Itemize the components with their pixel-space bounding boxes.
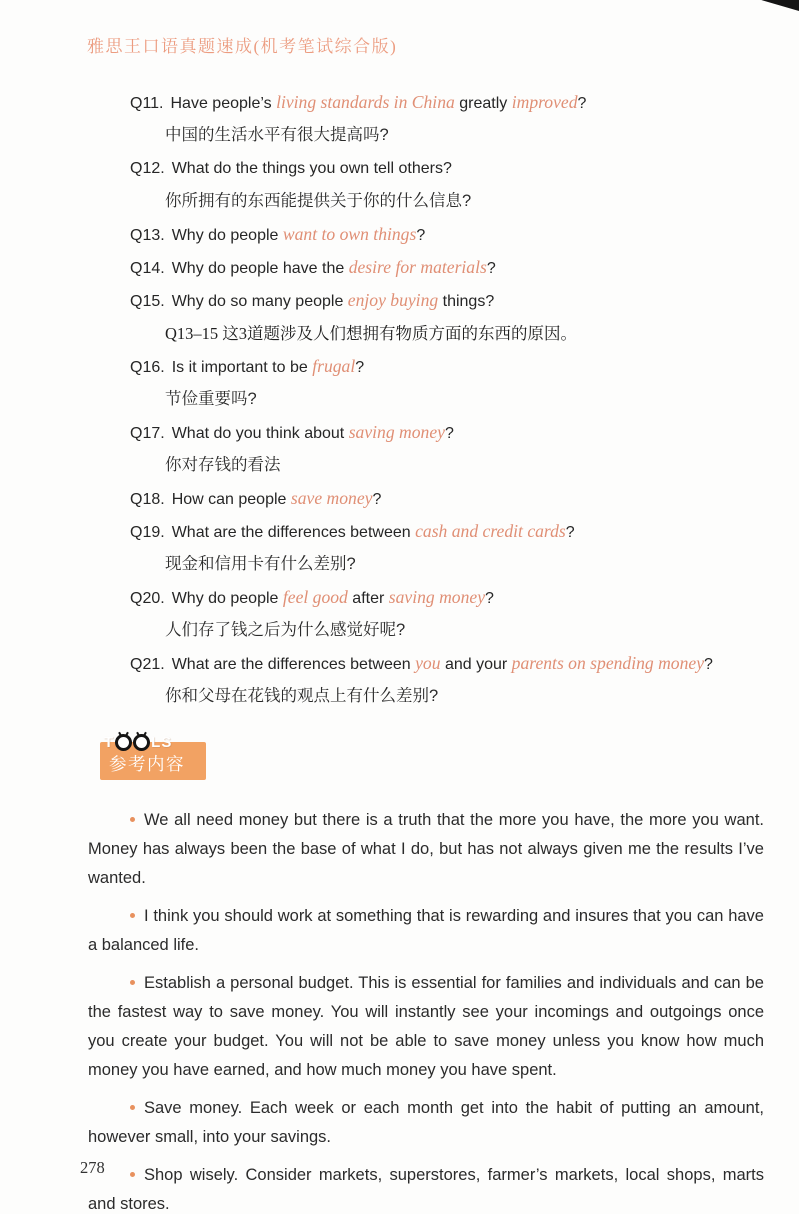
- question-text-segment: How can people: [171, 491, 291, 508]
- keyword-accent: improved: [511, 92, 578, 112]
- bullet-dot-icon: [130, 1105, 135, 1110]
- answer-paragraph: [88, 902, 764, 960]
- question-text-segment: ?: [704, 656, 713, 673]
- running-head: 雅思王口语真题速成(机考笔试综合版): [87, 37, 398, 56]
- question-translation-q21: 你和父母在花钱的观点上有什么差别?: [165, 687, 439, 705]
- question-text-segment: ?: [565, 524, 575, 541]
- question-number: Q15.: [130, 293, 165, 310]
- question-row-q19: [130, 515, 770, 548]
- question-text-segment: ?: [577, 95, 587, 112]
- question-text: [171, 224, 426, 244]
- question-translation-q11: 中国的生活水平有很大提高吗?: [165, 126, 389, 144]
- question-text-segment: What are the differences between: [171, 656, 416, 673]
- question-text-segment: Why do people: [171, 227, 283, 244]
- goggle-eye-icon: [115, 734, 132, 751]
- question-translation-q17: 你对存钱的看法: [165, 456, 281, 474]
- answer-paragraph: [88, 969, 764, 1085]
- question-number: Q13.: [130, 227, 165, 244]
- question-text: [171, 257, 496, 277]
- question-translation-q16: 节俭重要吗?: [165, 390, 257, 408]
- question-number: Q20.: [130, 590, 165, 607]
- question-text-segment: greatly: [454, 95, 512, 112]
- keyword-accent: cash and credit cards: [415, 521, 566, 541]
- keyword-accent: feel good: [282, 587, 348, 607]
- question-text-segment: Why do people: [171, 590, 283, 607]
- question-translation-q19: 现金和信用卡有什么差别?: [165, 555, 356, 573]
- question-text: [171, 653, 713, 673]
- tools-letter-t: T: [104, 733, 115, 751]
- question-text: [171, 290, 495, 310]
- question-number: Q16.: [130, 359, 165, 376]
- question-group-note: Q13–15 这3道题涉及人们想拥有物质方面的东西的原因。: [165, 324, 578, 343]
- bullet-dot-icon: [130, 1172, 135, 1177]
- question-text-segment: ?: [485, 590, 494, 607]
- reference-answers: [88, 806, 764, 1214]
- question-text: [171, 356, 365, 376]
- bullet-dot-icon: [130, 980, 135, 985]
- question-row-q16: [130, 350, 770, 383]
- question-list: [130, 86, 770, 713]
- question-row-q15: [130, 284, 770, 317]
- keyword-accent: living standards in China: [276, 92, 455, 112]
- question-text-segment: Why do so many people: [171, 293, 348, 310]
- question-text-segment: and your: [440, 656, 512, 673]
- question-text-segment: ?: [355, 359, 365, 376]
- question-row-q18: [130, 482, 770, 515]
- answer-paragraph: [88, 806, 764, 893]
- keyword-accent: you: [415, 653, 441, 673]
- answer-paragraph: [88, 1161, 764, 1214]
- question-translation-q20: 人们存了钱之后为什么感觉好呢?: [165, 621, 406, 639]
- keyword-accent: saving money: [348, 422, 445, 442]
- bullet-dot-icon: [130, 817, 135, 822]
- tools-wordmark: [104, 732, 172, 752]
- page-number: 278: [80, 1158, 105, 1177]
- question-number: Q21.: [130, 656, 165, 673]
- question-text-segment: Is it important to be: [171, 359, 313, 376]
- question-text: [171, 488, 382, 508]
- question-text-segment: Have people’s: [170, 95, 277, 112]
- answer-text: We all need money but there is a truth that the more you have, the more you want. Money has always been the base of what I do, but has not always given me the results I’ve wanted.: [88, 811, 764, 887]
- answer-paragraph: [88, 1094, 764, 1152]
- keyword-accent: save money: [290, 488, 373, 508]
- question-row-q13: [130, 218, 770, 251]
- badge-subtitle: 参考内容: [109, 754, 185, 774]
- question-text: [171, 521, 575, 541]
- question-text: [171, 422, 454, 442]
- question-row-q12: [130, 152, 770, 185]
- question-number: Q11.: [130, 95, 164, 112]
- question-translation-q12: 你所拥有的东西能提供关于你的什么信息?: [165, 192, 472, 210]
- question-text-segment: ?: [444, 425, 454, 442]
- question-row-q20: [130, 581, 770, 614]
- keyword-accent: enjoy buying: [347, 290, 439, 310]
- keyword-accent: desire for materials: [348, 257, 487, 277]
- question-text: [170, 92, 587, 112]
- scan-corner-artifact: [753, 0, 799, 11]
- answer-text: Establish a personal budget. This is essential for families and individuals and can be the fastest way to save money. You will instantly see your incomings and outgoings once you create your budget. You will not be able to save money unless you know how much money you have earned, and how much money you have spent.: [88, 974, 764, 1079]
- question-number: Q19.: [130, 524, 165, 541]
- tools-letters-ls: LS: [151, 733, 173, 751]
- question-number: Q14.: [130, 260, 165, 277]
- question-text-segment: ?: [372, 491, 382, 508]
- answer-text: Save money. Each week or each month get into the habit of putting an amount, however small, into your savings.: [88, 1099, 764, 1146]
- question-text-segment: What do the things you own tell others?: [171, 160, 452, 177]
- question-number: Q18.: [130, 491, 165, 508]
- question-number: Q17.: [130, 425, 165, 442]
- keyword-accent: saving money: [388, 587, 486, 607]
- question-number: Q12.: [130, 160, 165, 177]
- goggle-eye-icon: [133, 734, 150, 751]
- question-text-segment: things?: [438, 293, 495, 310]
- keyword-accent: parents on spending money: [511, 653, 705, 673]
- question-text: [171, 587, 494, 607]
- tools-section-badge: [100, 733, 206, 780]
- question-text-segment: Why do people have the: [171, 260, 349, 277]
- answer-text: Shop wisely. Consider markets, superstores, farmer’s markets, local shops, marts and stores.: [88, 1166, 764, 1213]
- question-text-segment: ?: [416, 227, 426, 244]
- keyword-accent: frugal: [312, 356, 356, 376]
- question-row-q11: [130, 86, 770, 119]
- question-text-segment: after: [347, 590, 389, 607]
- question-row-q21: [130, 647, 770, 680]
- question-text-segment: What do you think about: [171, 425, 349, 442]
- bullet-dot-icon: [130, 913, 135, 918]
- question-text-segment: ?: [486, 260, 496, 277]
- answer-text: I think you should work at something that is rewarding and insures that you can have a balanced life.: [88, 907, 764, 954]
- keyword-accent: want to own things: [282, 224, 417, 244]
- question-row-q14: [130, 251, 770, 284]
- question-text: [172, 160, 452, 177]
- question-row-q17: [130, 416, 770, 449]
- question-text-segment: What are the differences between: [171, 524, 416, 541]
